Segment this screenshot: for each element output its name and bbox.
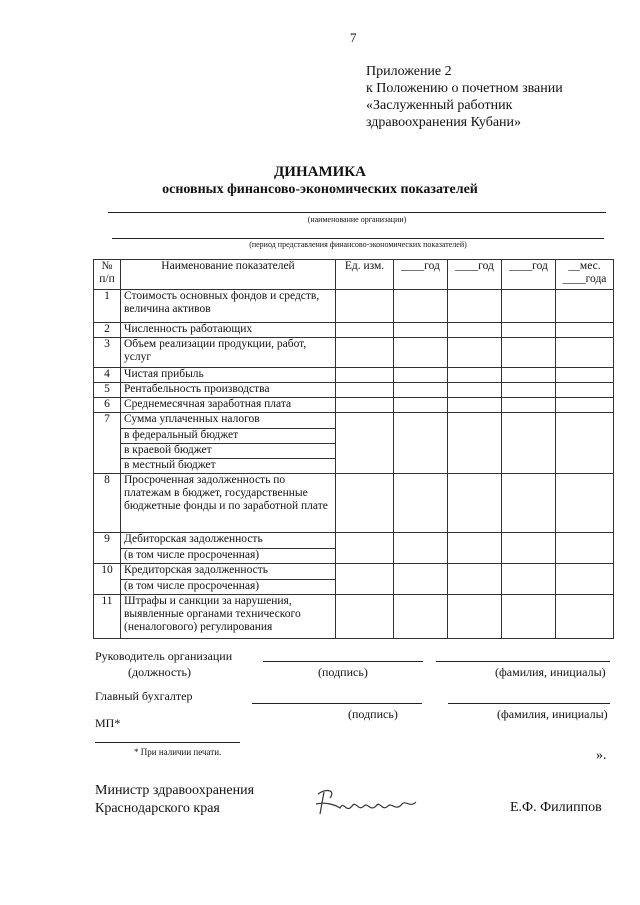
row-name: Объем реализации продукции, работ, услуг: [121, 338, 336, 368]
header-year-3: ____год: [502, 260, 556, 290]
row-name: Штрафы и санкции за нарушения, выявленные органами технического (неналогового) регулирования: [121, 595, 336, 639]
table-row: [94, 383, 614, 398]
table-row: [94, 398, 614, 413]
header-year-2: ____год: [448, 260, 502, 290]
row-name: Дебиторская задолженность: [121, 533, 336, 549]
accountant-sign-caption: (подпись): [348, 707, 398, 721]
accountant-name-line: [448, 703, 610, 704]
row-num: 8: [94, 474, 121, 533]
table-row: [94, 533, 614, 549]
row-num: 5: [94, 383, 121, 398]
head-name-line: [436, 661, 610, 662]
table-row: [94, 290, 614, 323]
row-num: 6: [94, 398, 121, 413]
row-name: (в том числе просроченная): [121, 580, 336, 595]
table-row: [94, 323, 614, 338]
row-name: в федеральный бюджет: [121, 429, 336, 444]
org-name-caption: (наименование организации): [307, 215, 407, 224]
header-unit: Ед. изм.: [336, 260, 394, 290]
row-name: Сумма уплаченных налогов: [121, 413, 336, 429]
closing-quote: ».: [596, 748, 607, 763]
appendix-line: здравоохранения Кубани»: [366, 115, 522, 130]
row-num: 10: [94, 564, 121, 595]
header-name: Наименование показателей: [121, 260, 336, 290]
header-months-top: __мес.: [568, 260, 601, 272]
row-name: Просроченная задолженность по платежам в бюджет, государственные бюджетные фонды и по заработной плате: [121, 474, 336, 533]
footnote: * При наличии печати.: [134, 747, 222, 757]
handwritten-signature: [312, 784, 422, 824]
document-subtitle: основных финансово-экономических показателей: [162, 182, 478, 197]
table-row: [94, 564, 614, 580]
document-title: ДИНАМИКА: [273, 164, 367, 180]
page-number: 7: [350, 30, 357, 45]
head-sign-caption: (подпись): [318, 665, 368, 679]
table-row: [94, 413, 614, 429]
appendix-line: «Заслуженный работник: [366, 98, 513, 113]
table-row: [94, 595, 614, 639]
row-name: в местный бюджет: [121, 459, 336, 474]
head-name-caption: (фамилия, инициалы): [495, 665, 606, 679]
row-num: 9: [94, 533, 121, 564]
minister-line: Министр здравоохранения: [95, 783, 255, 798]
appendix-line: Приложение 2: [366, 64, 452, 79]
appendix-block: [366, 63, 563, 131]
row-name: Чистая прибыль: [121, 368, 336, 383]
row-name: Численность работающих: [121, 323, 336, 338]
header-months-bottom: ____года: [562, 273, 607, 285]
org-name-line: [108, 212, 606, 213]
row-num: 4: [94, 368, 121, 383]
minister-name: Е.Ф. Филиппов: [510, 800, 602, 815]
header-num: № п/п: [94, 260, 121, 290]
row-num: 3: [94, 338, 121, 368]
row-name: Рентабельность производства: [121, 383, 336, 398]
table-row: [94, 474, 614, 533]
head-sign-line: [263, 661, 423, 662]
period-caption: (период представления финансово-экономических показателей): [249, 240, 467, 249]
row-name: Среднемесячная заработная плата: [121, 398, 336, 413]
minister-line: Краснодарского края: [95, 801, 220, 816]
accountant-label: Главный бухгалтер: [95, 689, 193, 703]
table-row: [94, 338, 614, 368]
header-year-1: ____год: [394, 260, 448, 290]
row-name: в краевой бюджет: [121, 444, 336, 459]
row-num: 1: [94, 290, 121, 323]
row-num: 7: [94, 413, 121, 474]
accountant-name-caption: (фамилия, инициалы): [497, 707, 608, 721]
row-name: (в том числе просроченная): [121, 549, 336, 564]
period-line: [112, 238, 604, 239]
accountant-sign-line: [252, 703, 422, 704]
minister-title: [95, 782, 254, 818]
indicators-table: [93, 259, 614, 639]
row-num: 2: [94, 323, 121, 338]
stamp-label: МП*: [95, 716, 121, 730]
head-label: Руководитель организации: [95, 649, 233, 663]
row-num: 11: [94, 595, 121, 639]
header-months: [556, 260, 614, 290]
row-name: Стоимость основных фондов и средств, величина активов: [121, 290, 336, 323]
appendix-line: к Положению о почетном звании: [366, 81, 563, 96]
position-caption: (должность): [128, 665, 191, 679]
row-name: Кредиторская задолженность: [121, 564, 336, 580]
footnote-separator: [95, 742, 240, 743]
table-row: [94, 368, 614, 383]
